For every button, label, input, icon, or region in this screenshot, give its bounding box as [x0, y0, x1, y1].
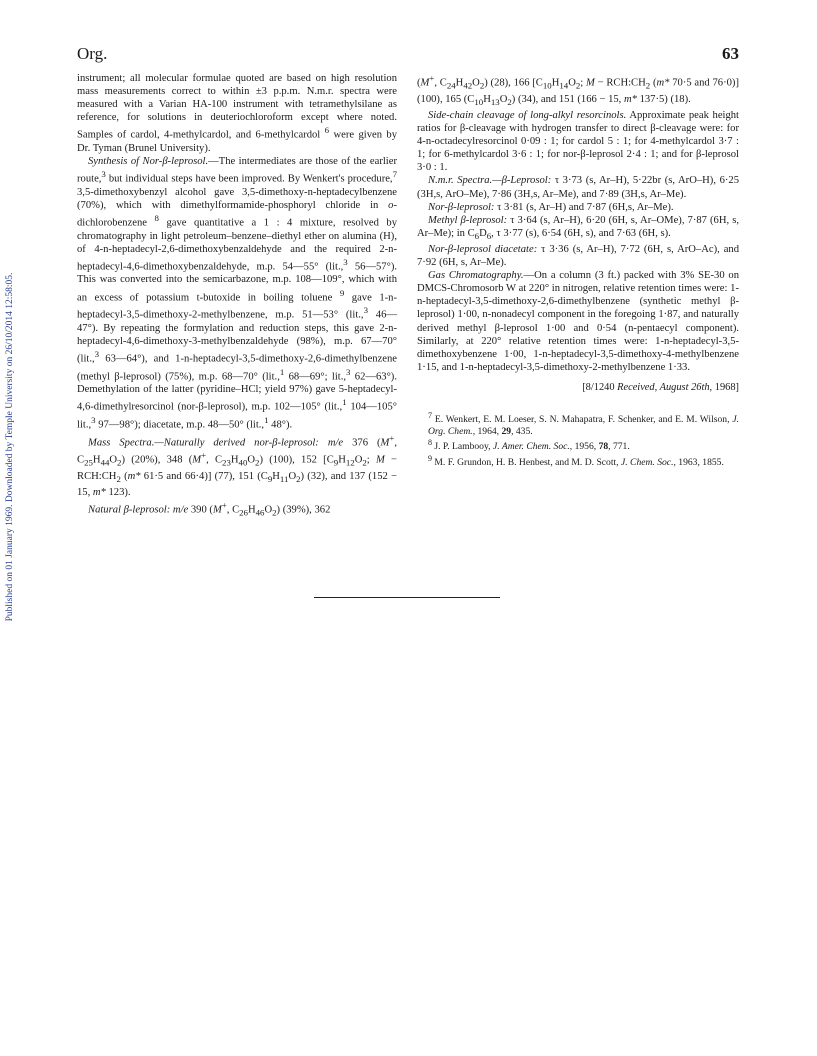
right-column — [417, 72, 739, 469]
reference-ref9: $^9$ M. F. Grundon, H. B. Henbest, and M. D. Scott, J. Chem. Soc., 1963, 1855. — [428, 453, 724, 469]
paragraph-r5: Methyl β-leprosol: τ 3·64 (s, Ar–H), 6·20 (6H, s, Ar–OMe), 7·87 (6H, s, Ar–Me); in $C_6D_6$, τ 3·77 (s), 6·54 (6H, s), and 7·63 (6H, s). — [417, 214, 739, 241]
right-column-body — [417, 72, 739, 374]
paragraph-r1: (M+, $C_{24}H_{42}O_2$) (28), 166 [$C_{10}H_{14}O_2$; $M - RCH:CH_2$ (m* 70·5 and 76·0)] (100), 165 $(C_{10}H_{13}O_2)$ (34), and 151 (166 − 15, m* 137·5) (18). — [417, 73, 739, 107]
references-list — [417, 410, 739, 469]
paragraph-p1: instrument; all molecular formulae quoted are based on high resolution mass measurements correct to within ±3 p.p.m. N.m.r. spectra were measured with a Varian HA-100 instrument with tetramethylsilane as reference, for solutions in deuteriochloroform except where noted. Samples of cardol, 4-methylcardol, and 6-methylcardol $^6$ were given by Dr. Tyman (Brunel University). — [77, 73, 397, 154]
left-column — [77, 72, 397, 520]
received-date: [8/1240 Received, August 26th, 1968] — [582, 381, 739, 393]
paragraph-p4: Natural β-leprosol: m/e 390 (M+, $C_{26}H_{46}O_2$) (39%), 362 — [88, 500, 331, 518]
paragraph-r7: Gas Chromatography.—On a column (3 ft.) packed with 3% SE-30 on DMCS-Chromosorb W at 220° in nitrogen, relative retention times were: 1-n-heptadecyl-3,5-dimethoxy-2,6-dimethylbenzene (synthetic methyl β-leprosol) 1·00, n-nonadecyl component in the foregoing 1·87, and naturally derived methyl β-leprosol 1·00 and 0·54 (n-pentaecyl component). Similarly, at 220° relative retention times were: 1-n-heptadecyl-3,5-dimethoxybenzene 1·00, 1-n-heptadecyl-3,5-dimethoxy-4-methylbenzene 1·15, and 1-n-heptadecyl-3,5-dimethoxy-2-methylbenzene 1·33. — [417, 270, 739, 373]
journal-name: Org. — [77, 44, 108, 63]
publication-sidebar-text: Published on 01 January 1969. Downloaded by Temple University on 26/10/2014 12:58:05. — [5, 272, 15, 622]
paragraph-p3: Mass Spectra.—Naturally derived nor-β-leprosol: m/e 376 (M+, $C_{25}H_{44}O_2$) (20%), 348 (M+, $C_{23}H_{40}O_2$) (100), 152 [$C_9H_{12}O_2$; $M - RCH:CH_2$ (m* 61·5 and 66·4)] (77), 151 $(C_9H_{11}O_2)$ (32), and 137 (152 − 15, m* 123). — [77, 432, 397, 499]
reference-ref8: $^8$ J. P. Lambooy, J. Amer. Chem. Soc., 1956, 78, 771. — [428, 438, 630, 453]
publication-sidebar-note — [0, 232, 20, 662]
page-number: 63 — [722, 44, 739, 63]
end-rule — [314, 597, 500, 598]
paragraph-r4: Nor-β-leprosol: τ 3·81 (s, Ar–H) and 7·87 (6H,s, Ar–Me). — [428, 201, 674, 213]
paragraph-r2: Side-chain cleavage of long-alkyl resorcinols. Approximate peak height ratios for β-cleavage with hydrogen transfer to direct β-cleavage were: for 4-n-octadecylresorcinol 0·09 : 1; for cardol 5 : 1; for 4-methylcardol 3·7 : 1; for 6-methylcardol 3·6 : 1; for nor-β-leprosol 2·4 : 1; and for β-leprosol 3·0 : 1. — [417, 109, 739, 174]
running-header — [77, 44, 739, 64]
reference-ref7: $^7$ E. Wenkert, E. M. Loeser, S. N. Mahapatra, F. Schenker, and E. M. Wilson, J. Org. Chem., 1964, 29, 435. — [428, 411, 739, 437]
paragraph-r3: N.m.r. Spectra.—β-Leprosol: τ 3·73 (s, Ar–H), 5·22br (s, ArO–H), 6·25 (3H,s, ArO–Me), 7·86 (3H,s, Ar–Me), and 7·89 (3H,s, Ar–Me). — [417, 175, 739, 200]
paragraph-r6: Nor-β-leprosol diacetate: τ 3·36 (s, Ar–H), 7·72 (6H, s, ArO–Ac), and 7·92 (6H, s, Ar–Me). — [417, 243, 739, 269]
paragraph-p2: Synthesis of Nor-β-leprosol.—The intermediates are those of the earlier route,$^3$ but individual steps have been improved. By Wenkert's procedure,$^7$ 3,5-dimethoxybenzyl alcohol gave 3,5-dimethoxy-n-heptadecylbenzene (70%), which with dimethylformamide-phosphoryl chloride in o-dichlorobenzene $^8$ gave quantitative a 1 : 4 mixture, resolved by chromatography in light petroleum–benzene–diethyl ether on alumina (H), of 4-n-heptadecyl-2,6-dimethoxybenzaldehyde and the required 2-n-heptadecyl-4,6-dimethoxybenzaldehyde, m.p. 54—55° (lit.,$^3$ 56—57°). This was converted into the semicarbazone, m.p. 108—109°, which with an excess of potassium t-butoxide in boiling toluene $^9$ gave 1-n-heptadecyl-3,5-dimethoxy-2-methylbenzene, m.p. 51—53° (lit.,$^3$ 46—47°). By repeating the formylation and reduction steps, this gave 2-n-heptadecyl-4,6-dimethoxy-3-methylbenzaldehyde (98%), m.p. 67—70° (lit.,$^3$ 63—64°), and 1-n-heptadecyl-3,5-dimethoxy-2,6-dimethylbenzene (methyl β-leprosol) (75%), m.p. 68—70° (lit.,$^1$ 68—69°; lit.,$^3$ 62—63°). Demethylation of the latter (pyridine–HCl; yield 97%) gave 5-heptadecyl-4,6-dimethylresorcinol (nor-β-leprosol), m.p. 102—105° (lit.,$^1$ 104—105° lit.,$^3$ 97—98°); diacetate, m.p. 48—50° (lit.,$^1$ 48°). — [77, 156, 398, 431]
